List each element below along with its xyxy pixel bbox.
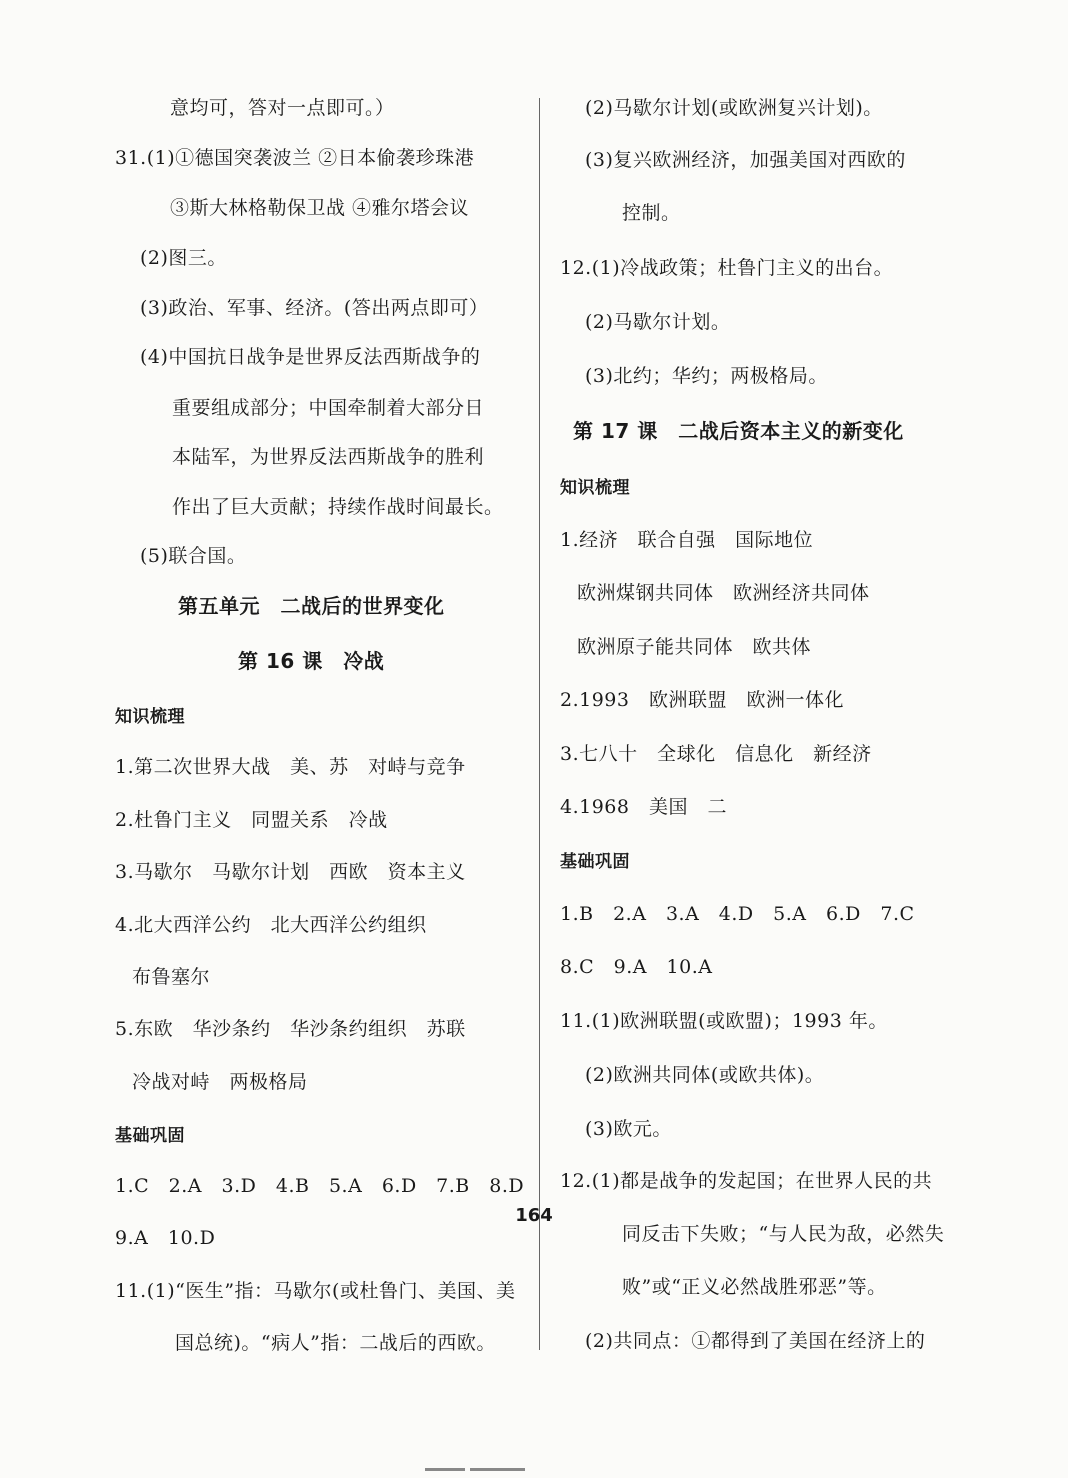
answer-line: (5)联合国。 — [140, 545, 247, 567]
answer-line: 4.北大西洋公约 北大西洋公约组织 — [115, 914, 427, 936]
column-divider — [539, 98, 540, 1350]
answer-line: 1.C 2.A 3.D 4.B 5.A 6.D 7.B 8.D — [115, 1175, 525, 1197]
answer-line: (2)马歇尔计划(或欧洲复兴计划)。 — [585, 97, 883, 119]
answer-line: 本陆军，为世界反法西斯战争的胜利 — [172, 446, 485, 468]
answer-line: 2.1993 欧洲联盟 欧洲一体化 — [560, 689, 844, 711]
answer-line: (3)欧元。 — [585, 1118, 672, 1140]
answer-line: 3.马歇尔 马歇尔计划 西欧 资本主义 — [115, 861, 466, 883]
question-11-line: 11.(1)欧洲联盟(或欧盟)；1993 年。 — [560, 1010, 888, 1032]
answer-line: (2)图三。 — [140, 247, 227, 269]
question-12-line: 12.(1)都是战争的发起国；在世界人民的共 — [560, 1170, 933, 1192]
section-heading: 基础巩固 — [115, 1126, 185, 1146]
answer-line: 欧洲煤钢共同体 欧洲经济共同体 — [577, 582, 870, 604]
answer-line: 国总统)。“病人”指：二战后的西欧。 — [175, 1332, 496, 1354]
answer-line: (4)中国抗日战争是世界反法西斯战争的 — [140, 346, 481, 368]
answer-line: ③斯大林格勒保卫战 ④雅尔塔会议 — [170, 197, 470, 219]
section-heading: 知识梳理 — [115, 707, 185, 727]
lesson-heading: 第 17 课 二战后资本主义的新变化 — [573, 419, 904, 443]
unit-heading: 第五单元 二战后的世界变化 — [178, 594, 445, 618]
answer-line: 1.经济 联合自强 国际地位 — [560, 529, 814, 551]
answer-line: 2.杜鲁门主义 同盟关系 冷战 — [115, 809, 388, 831]
answer-line: 9.A 10.D — [115, 1227, 216, 1249]
question-31-line: 31.(1)①德国突袭波兰 ②日本偷袭珍珠港 — [115, 147, 475, 169]
answer-line: 作出了巨大贡献；持续作战时间最长。 — [172, 496, 504, 518]
answer-line: (3)复兴欧洲经济，加强美国对西欧的 — [585, 149, 906, 171]
answer-line: 1.第二次世界大战 美、苏 对峙与竞争 — [115, 756, 466, 778]
bottom-edge-mark — [425, 1468, 465, 1471]
answer-line: (3)北约；华约；两极格局。 — [585, 365, 828, 387]
answer-line: 4.1968 美国 二 — [560, 796, 727, 818]
answer-line: 布鲁塞尔 — [132, 966, 211, 988]
answer-line: 意均可，答对一点即可。） — [170, 97, 395, 119]
answer-line: 1.B 2.A 3.A 4.D 5.A 6.D 7.C — [560, 903, 915, 925]
answer-line: 冷战对峙 两极格局 — [132, 1071, 308, 1093]
answer-line: (2)欧洲共同体(或欧共体)。 — [585, 1064, 825, 1086]
bottom-edge-mark — [470, 1468, 525, 1471]
section-heading: 基础巩固 — [560, 852, 630, 872]
question-12-line: 12.(1)冷战政策；杜鲁门主义的出台。 — [560, 257, 894, 279]
answer-line: 控制。 — [622, 202, 681, 224]
answer-line: 重要组成部分；中国牵制着大部分日 — [172, 397, 485, 419]
answer-line: 同反击下失败；“与人民为敌，必然失 — [622, 1223, 945, 1245]
answer-line: (3)政治、军事、经济。(答出两点即可） — [140, 297, 489, 319]
page-number: 164 — [515, 1205, 553, 1226]
answer-line: 败”或“正义必然战胜邪恶”等。 — [622, 1276, 887, 1298]
answer-line: 欧洲原子能共同体 欧共体 — [577, 636, 812, 658]
lesson-heading: 第 16 课 冷战 — [238, 649, 385, 673]
answer-line: (2)马歇尔计划。 — [585, 311, 731, 333]
answer-line: 5.东欧 华沙条约 华沙条约组织 苏联 — [115, 1018, 466, 1040]
section-heading: 知识梳理 — [560, 478, 630, 498]
question-11-line: 11.(1)“医生”指：马歇尔(或杜鲁门、美国、美 — [115, 1280, 516, 1302]
answer-line: (2)共同点：①都得到了美国在经济上的 — [585, 1330, 926, 1352]
answer-line: 3.七八十 全球化 信息化 新经济 — [560, 743, 872, 765]
answer-line: 8.C 9.A 10.A — [560, 956, 713, 978]
